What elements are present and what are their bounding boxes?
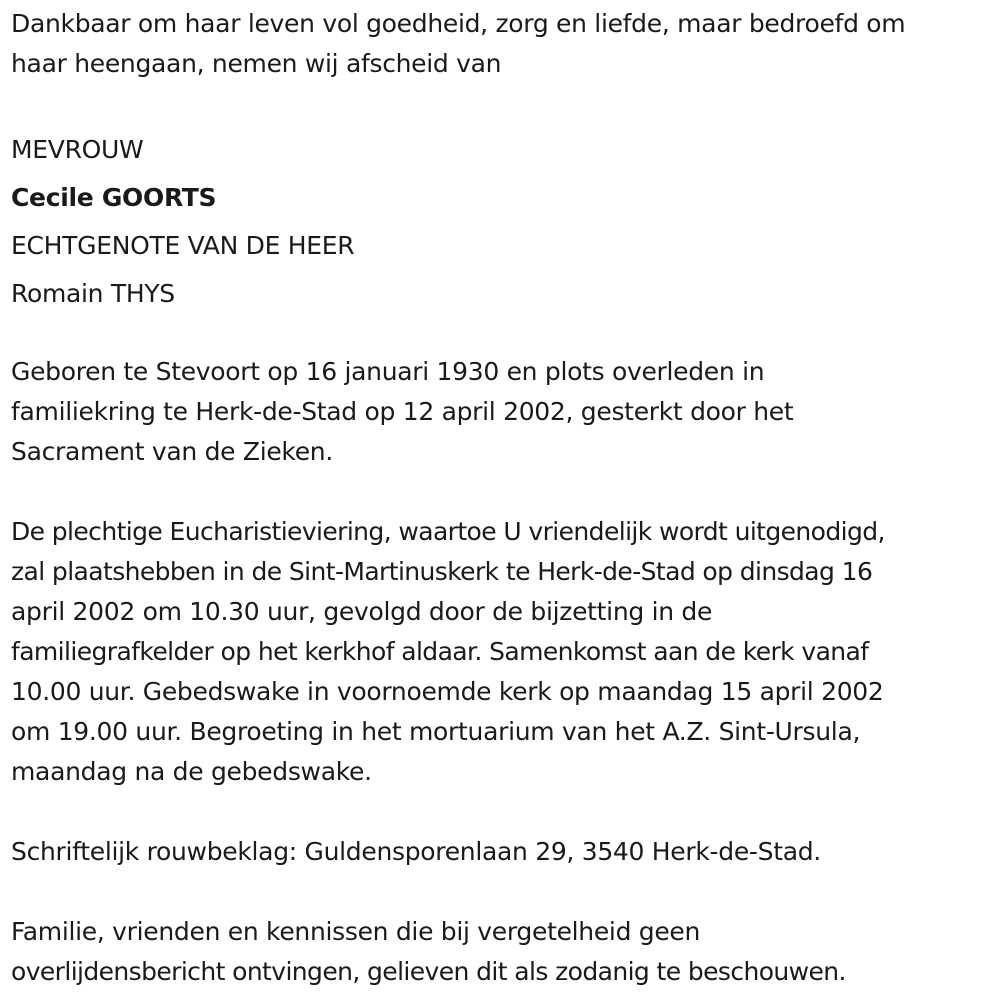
service-paragraph: [11, 512, 991, 792]
spacer: [11, 872, 991, 912]
paragraph-line: maandag na de gebedswake.: [11, 757, 372, 786]
intro-line: haar heengaan, nemen wij afscheid van: [11, 49, 502, 78]
condolence-address: Schriftelijk rouwbeklag: Guldensporenlaan 29, 3540 Herk-de-Stad.: [11, 837, 821, 866]
paragraph-line: zal plaatshebben in de Sint-Martinuskerk te Herk-de-Stad op dinsdag 16: [11, 557, 873, 586]
relation-line: ECHTGENOTE VAN DE HEER: [11, 231, 355, 260]
obituary-notice: [11, 4, 991, 992]
paragraph-line: Familie, vrienden en kennissen die bij vergetelheid geen: [11, 917, 701, 946]
name-block: [11, 126, 991, 318]
paragraph-line: familiekring te Herk-de-Stad op 12 april 2002, gesterkt door het: [11, 397, 794, 426]
paragraph-line: De plechtige Eucharistieviering, waartoe U vriendelijk wordt uitgenodigd,: [11, 517, 885, 546]
paragraph-line: familiegrafkelder op het kerkhof aldaar. Samenkomst aan de kerk vanaf: [11, 637, 869, 666]
spacer: [11, 84, 991, 124]
paragraph-line: 10.00 uur. Gebedswake in voornoemde kerk op maandag 15 april 2002: [11, 677, 884, 706]
intro-line: Dankbaar om haar leven vol goedheid, zorg en liefde, maar bedroefd om: [11, 9, 906, 38]
title-line: MEVROUW: [11, 135, 144, 164]
spacer: [11, 318, 991, 352]
intro-paragraph: [11, 4, 991, 84]
paragraph-line: overlijdensbericht ontvingen, gelieven dit als zodanig te beschouwen.: [11, 957, 846, 986]
paragraph-line: om 19.00 uur. Begroeting in het mortuarium van het A.Z. Sint-Ursula,: [11, 717, 861, 746]
spacer: [11, 472, 991, 512]
deceased-name: Cecile GOORTS: [11, 183, 217, 212]
spacer: [11, 792, 991, 832]
paragraph-line: Geboren te Stevoort op 16 januari 1930 en plots overleden in: [11, 357, 765, 386]
birth-death-paragraph: [11, 352, 991, 472]
paragraph-line: april 2002 om 10.30 uur, gevolgd door de bijzetting in de: [11, 597, 713, 626]
spouse-name: Romain THYS: [11, 279, 175, 308]
closing-paragraph: [11, 912, 991, 992]
paragraph-line: Sacrament van de Zieken.: [11, 437, 333, 466]
